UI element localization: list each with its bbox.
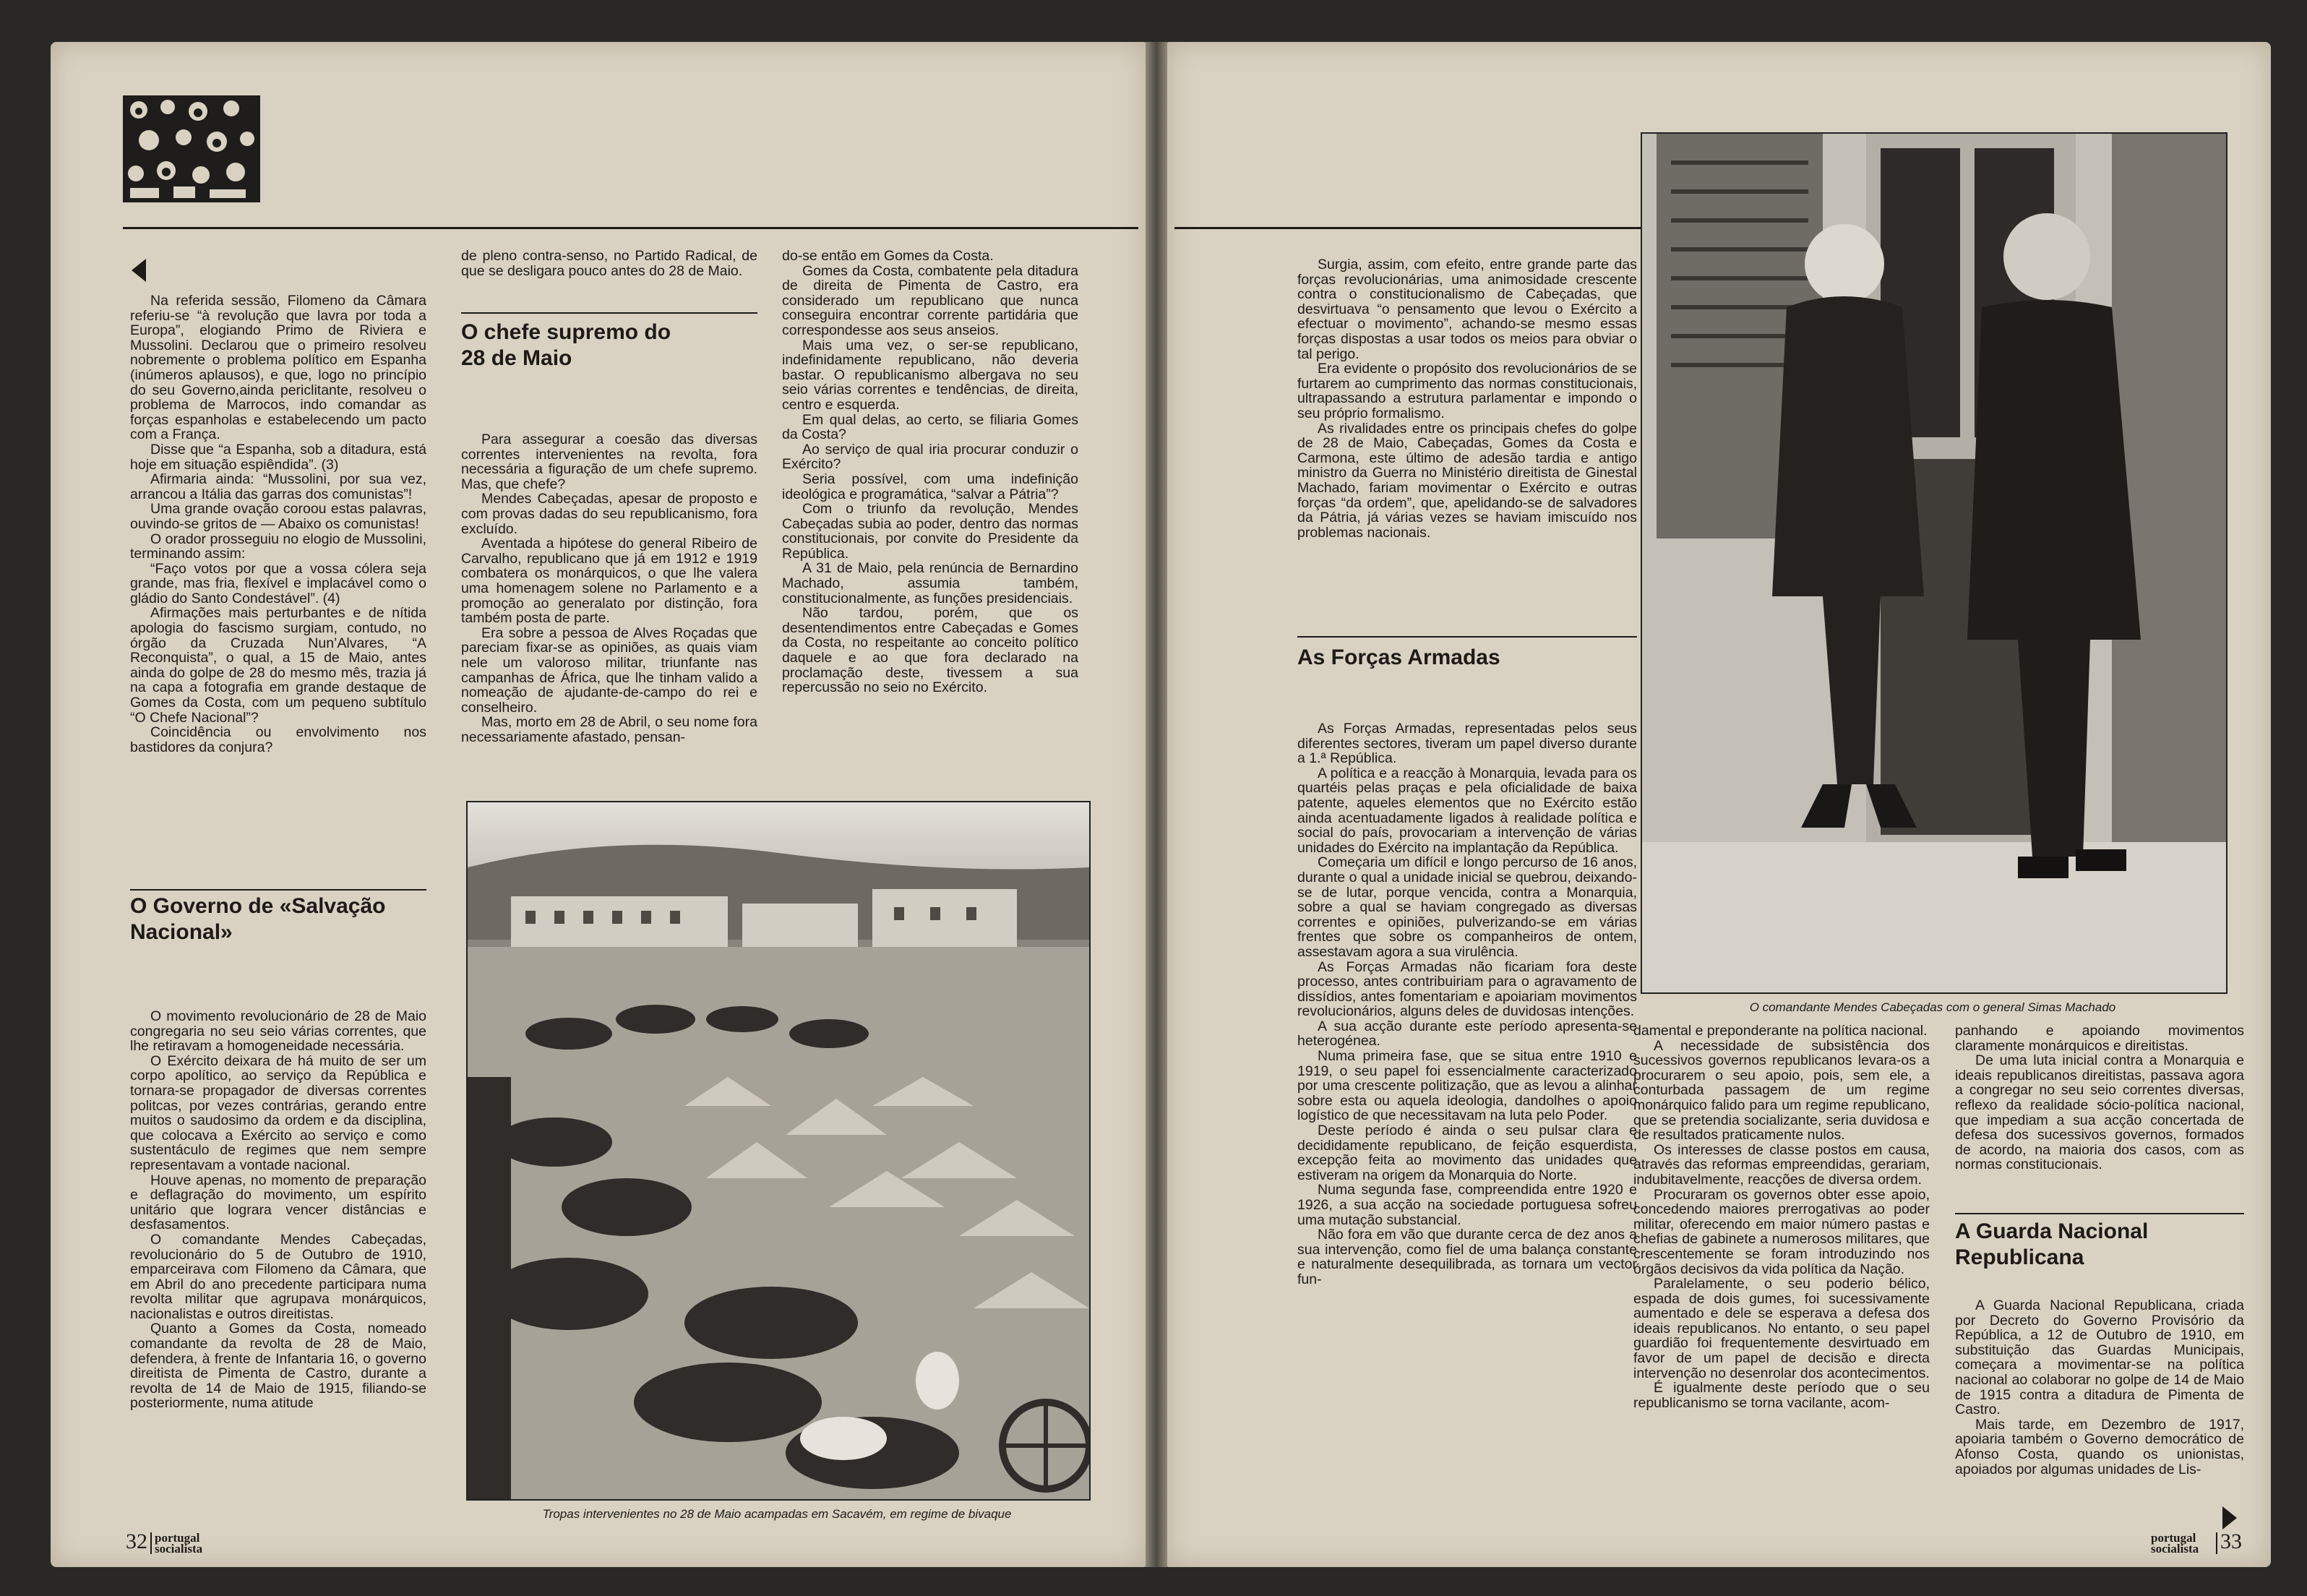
paragraph: Disse que “a Espanha, sob a ditadura, está hoje em situação espiêndida”. (3) <box>130 441 426 473</box>
paragraph: Na referida sessão, Filomeno da Câmara referiu-se “à revolução que lavra por toda a Europa”, elogiando Primo de Riviera e Mussolini. Declarou que o primeiro resolveu nobremente o problema político em Espanha (inúmeros aplausos), e que, logo no princípio do seu Governo,ainda periclitante, resolveu o problema de Marrocos, indo comandar as forças espanholas e estabelecendo um pacto com a França. <box>130 293 426 443</box>
paragraph: Paralelamente, o seu poderio bélico, espada de dois gumes, foi sucessivamente aumentado e dele se esperava a defesa dos ideais republicanos. No entanto, o seu papel guardião foi frequentemente desvirtuado em favor de um papel de decisão e directa intervenção no desenrolar dos acontecimentos. <box>1633 1276 1930 1381</box>
paragraph: Deste período é ainda o seu pulsar clara e decididamente republicano, de feição esquerdista, excepção feita ao movimento das unidades que estiveram na origem da Monarquia do Norte. <box>1297 1123 1637 1183</box>
paragraph: De uma luta inicial contra a Monarquia e ideais republicanos direitistas, passava agora a congregar no seu seio correntes diversas, reflexo da realidade sócio-política nacional, que impediam a sua acção concertada de defesa dos sucessivos governos, formados de acordo, na maioria dos casos, com as normas constitucionais. <box>1955 1052 2244 1173</box>
paragraph: Os interesses de classe postos em causa, através das reformas empreendidas, gerariam, indubitavelmente, reacções de diversa ordem. <box>1633 1141 1930 1188</box>
left-col-3 <box>782 249 1078 695</box>
masthead: portugal socialista <box>2151 1532 2217 1554</box>
paragraph: Procuraram os governos obter esse apoio, concedendo maiores prerrogativas ao poder militar, oferecendo em maior número pastas e chefias de gabinete a numerosos militares, que crescentemente se foram introduzindo nos órgãos decisivos da vida política da Nação. <box>1633 1186 1930 1277</box>
paragraph: do-se então em Gomes da Costa. <box>782 248 994 264</box>
page-number: 33 <box>2220 1530 2242 1553</box>
paragraph: Não tardou, porém, que os desentendimentos entre Cabeçadas e Gomes da Costa, no respeitante ao conceito político daquele e ao que fora declarado na proclamação deste, tivessem a sua repercussão no seio no Exército. <box>782 605 1078 696</box>
paragraph: Gomes da Costa, combatente pela ditadura de direita de Pimenta de Castro, era considerado um republicano que nunca conseguira encontrar corrente partidária que correspondesse aos seus anseios. <box>782 262 1078 338</box>
paragraph: A necessidade de subsistência dos sucessivos governos republicanos levara-os a procurarem o seu apoio, pois, sem ele, a conturbada passagem de um regime monárquico falido para um regime republicano, que se pretendia socializante, seria duvidosa e de resultados praticamente nulos. <box>1633 1037 1930 1144</box>
heading-forcas-armadas: As Forças Armadas <box>1297 645 1500 669</box>
paragraph: A política e a reacção à Monarquia, levada para os quartéis pelas praças e pela oficialidade de baixa patente, aqueles elementos que no Exército estão ainda acentuadamente ligados à realidade política e social do país, provocariam a intervenção de várias unidades do Exército na implantação da República. <box>1297 765 1637 856</box>
paragraph: As rivalidades entre os principais chefes do golpe de 28 de Maio, Cabeçadas, Gomes da Costa e Carmona, este último de adesão tardia e antigo ministro da Guerra no Ministério direitista de Ginestal Machado, fariam movimentar o Exército e outras forças “da ordem”, que, apelidando-se de salvadores da Pátria, já várias vezes se haviam imiscuído nos problemas nacionais. <box>1297 420 1637 541</box>
heading-guarda-nacional: A Guarda Nacional Republicana <box>1955 1219 2149 1269</box>
section-rule <box>1297 636 1637 638</box>
left-col-1 <box>130 293 426 755</box>
paragraph: Numa primeira fase, que se situa entre 1910 e 1919, o seu papel foi essencialmente caracterizado por uma crescente politização, que as levou a alinhar sobre esta ou aquela ideologia, dandolhes o apoio logístico de que necessitavam na luta pelo Poder. <box>1297 1048 1637 1124</box>
paragraph: O Exército deixara de há muito de ser um corpo apolítico, ao serviço da República e tornara-se propagador de diversas correntes politcas, por vezes contrárias, gerando entre muitos o saudosimo da ordem e da disciplina, que colocava a Exército ao serviço e como sustentáculo de regimes que nem sempre representavam a vontade nacional. <box>130 1052 426 1173</box>
paragraph: Em qual delas, ao certo, se filiaria Gomes da Costa? <box>782 411 1078 443</box>
paragraph: Houve apenas, no momento de preparação e deflagração do movimento, um espírito unitário que lograra vencer distâncias e desfasamentos. <box>130 1172 426 1233</box>
page-number-right <box>2151 1530 2242 1554</box>
paragraph: Com o triunfo da revolução, Mendes Cabeçadas subia ao poder, dentro das normas constitucionais, por convite do Presidente da República. <box>782 501 1078 562</box>
paragraph: Era evidente o propósito dos revolucionários de se furtarem ao cumprimento das normas constitucionais, ultrapassando a estrutura parlamentar e impondo o seu próprio formalismo. <box>1297 361 1637 421</box>
left-col-1b <box>130 1009 426 1411</box>
paragraph: O orador prosseguiu no elogio de Mussolini, terminando assim: <box>130 531 426 562</box>
paragraph: Uma grande ovação coroou estas palavras, ouvindo-se gritos de — Abaixo os comunistas! <box>130 501 426 532</box>
paragraph: A sua acção durante este período apresenta-se heterogénea. <box>1297 1018 1637 1050</box>
left-col-2b <box>461 432 757 745</box>
paragraph: Começaria um difícil e longo percurso de 16 anos, durante o qual a unidade inicial se quebrou, deixando-se de lutar, porque vencida, contra a Monarquia, sobre a qual se haviam congregado as diversas correntes e opiniões, pulverizando-se em várias frentes que sobre os companheiros de ontem, assestavam agora a sua virulência. <box>1297 854 1637 960</box>
photo-collage-logo <box>123 95 260 202</box>
section-rule <box>1955 1213 2244 1214</box>
right-col-1 <box>1297 721 1637 1287</box>
arrow-right-icon <box>2222 1506 2237 1530</box>
paragraph: damental e preponderante na política nacional. <box>1633 1023 1928 1039</box>
page-number-left <box>126 1530 217 1554</box>
paragraph: Mais uma vez, o ser-se republicano, indefinidamente republicano, não deveria bastar. O republicanismo albergava no seu seio várias correntes e tendências, de direita, centro e esquerda. <box>782 337 1078 413</box>
paragraph: panhando e apoiando movimentos claramente monárquicos e direitistas. <box>1955 1023 2244 1054</box>
paragraph: Ao serviço de qual iria procurar conduzir o Exército? <box>782 441 1078 473</box>
paragraph: “Faço votos por que a vossa cólera seja grande, mas fria, flexível e implacável como o gládio do Santo Condestável”. (4) <box>130 560 426 606</box>
left-col-2 <box>461 249 757 278</box>
paragraph: As Forças Armadas, representadas pelos seus diferentes sectores, tiveram um papel diverso durante a 1.ª República. <box>1297 721 1637 767</box>
right-page <box>1167 42 2271 1567</box>
paragraph: Para assegurar a coesão das diversas correntes intervenientes na revolta, fora necessária a figuração de um chefe supremo. Mas, que chefe? <box>461 432 757 492</box>
top-rule <box>123 227 1138 229</box>
paragraph: de pleno contra-senso, no Partido Radical, de que se desligara pouco antes do 28 de Maio. <box>461 248 757 279</box>
masthead: portugal socialista <box>150 1532 217 1554</box>
bivouac-photo <box>466 801 1091 1501</box>
paragraph: Mendes Cabeçadas, apesar de proposto e com provas dadas do seu republicanismo, fora excluído. <box>461 491 757 537</box>
right-top-col <box>1297 257 1637 540</box>
paragraph: O movimento revolucionário de 28 de Maio congregaria no seu seio várias correntes, que lhe retiravam a homogeneidade necessária. <box>130 1008 426 1055</box>
right-col-3b <box>1955 1298 2244 1477</box>
paragraph: As Forças Armadas não ficariam fora deste processo, antes contribuiriam para o agravamento de dissídios, antes fomentariam e apoiariam movimentos revolucionários, alguns deles de duvidosas intenções. <box>1297 958 1637 1020</box>
arrow-left-icon <box>132 259 146 282</box>
magazine-spread <box>51 42 2271 1567</box>
section-rule <box>130 889 426 891</box>
photo-caption-right: O comandante Mendes Cabeçadas com o general Simas Machado <box>1749 1000 2116 1014</box>
paragraph: Seria possível, com uma indefinição ideológica e programática, “salvar a Pátria”? <box>782 471 1078 502</box>
paragraph: Surgia, assim, com efeito, entre grande parte das forças revolucionárias, uma animosidade crescente contra o constitucionalismo de Cabeçadas, que desvirtuava “o pensamento que levou o Exército a efectuar o movimento”, achando-se mesmo essas forças dispostas a usar todos os meios para obviar o tal perigo. <box>1297 257 1637 362</box>
paragraph: Mais tarde, em Dezembro de 1917, apoiaria também o Governo democrático de Afonso Costa, quando os unionistas, apoiados por algumas unidades de Lis- <box>1955 1416 2244 1477</box>
paragraph: A 31 de Maio, pela renúncia de Bernardino Machado, assumia também, constitucionalmente, as funções presidenciais. <box>782 560 1078 606</box>
portrait-photo <box>1641 132 2227 994</box>
paragraph: Afirmações mais perturbantes e de nítida apologia do fascismo surgiam, contudo, no órgão da Cruzada Nun’Alvares, “A Reconquista”, o qual, a 15 de Maio, antes ainda do golpe de 28 do mesmo mês, trazia já na capa a fotografia em grande destaque de Gomes da Costa, com um pequeno subtítulo “O Chefe Nacional”? <box>130 605 426 726</box>
paragraph: É igualmente deste período que o seu republicanismo se torna vacilante, acom- <box>1633 1380 1930 1411</box>
page-number: 32 <box>126 1530 147 1553</box>
right-col-2 <box>1633 1024 1930 1410</box>
paragraph: Aventada a hipótese do general Ribeiro de Carvalho, republicano que já em 1912 e 1919 combatera os monárquicos, o que lhe valera uma homenagem solene no Parlamento e a promoção ao generalato por distinção, fora também posta de parte. <box>461 536 757 627</box>
left-page <box>51 42 1146 1567</box>
heading-chefe-supremo: O chefe supremo do 28 de Maio <box>461 320 671 370</box>
paragraph: O comandante Mendes Cabeçadas, revolucionário do 5 de Outubro de 1910, emparceirava com Filomeno da Câmara, que em Abril do ano precedente participara numa revolta militar que agrupava monárquicos, nacionalistas e outros direitistas. <box>130 1231 426 1322</box>
paragraph: A Guarda Nacional Republicana, criada por Decreto do Governo Provisório da República, a 12 de Outubro de 1910, em substituição das Guardas Municipais, começara a movimentar-se na política nacional ao colaborar no golpe de 14 de Maio de 1915 contra a ditadura de Pimenta de Castro. <box>1955 1297 2244 1418</box>
paragraph: Mas, morto em 28 de Abril, o seu nome fora necessariamente afastado, pensan- <box>461 714 757 745</box>
photo-caption-left: Tropas intervenientes no 28 de Maio acampadas em Sacavém, em regime de bivaque <box>542 1507 1012 1521</box>
heading-governo: O Governo de «Salvação Nacional» <box>130 894 386 944</box>
paragraph: Quanto a Gomes da Costa, nomeado comandante da revolta de 28 de Maio, defendera, à frente de Infantaria 16, o governo direitista de Pimenta de Castro, durante a revolta de 14 de Maio de 1915, filiando-se posteriormente, numa atitude <box>130 1321 426 1412</box>
paragraph: Afirmaria ainda: “Mussolini, por sua vez, arrancou a Itália das garras dos comunistas”! <box>130 471 426 502</box>
paragraph: Era sobre a pessoa de Alves Roçadas que pareciam fixar-se as opiniões, as quais viam nele um valoroso militar, triunfante nas campanhas de África, que lhe tinham valido a nomeação de ajudante-de-campo do rei e conselheiro. <box>461 625 757 716</box>
gutter <box>1146 42 1167 1567</box>
paragraph: Coincidência ou envolvimento nos bastidores da conjura? <box>130 724 426 755</box>
section-rule <box>461 312 757 314</box>
paragraph: Não fora em vão que durante cerca de dez anos a sua intervenção, como fiel de uma balança constante e naturalmente desequilibrada, as tornara um vector fun- <box>1297 1227 1637 1287</box>
right-col-3 <box>1955 1024 2244 1172</box>
paragraph: Numa segunda fase, compreendida entre 1920 e 1926, a sua acção na sociedade portuguesa sofreu uma mutação substancial. <box>1297 1182 1637 1228</box>
